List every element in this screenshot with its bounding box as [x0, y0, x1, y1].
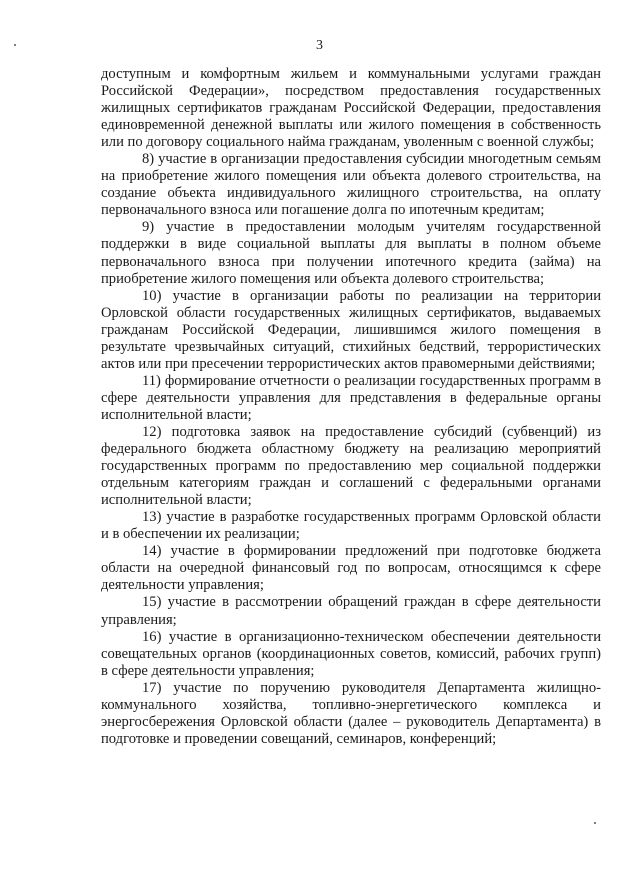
- paragraph-item-8: 8) участие в организации предоставления субсидии многодетным семьям на приобретение жилого помещения или объекта долевого строительства, на создание объекта индивидуального жилищного строительства, на оплату первоначального взноса или погашение долга по ипотечным кредитам;: [101, 151, 601, 219]
- paragraph-item-17: 17) участие по поручению руководителя Департамента жилищно-коммунального хозяйства, топливно-энергетического комплекса и энергосбережения Орловской области (далее – руководитель Департамента) в подготовке и проведении совещаний, семинаров, конференций;: [101, 679, 601, 747]
- paragraph-item-12: 12) подготовка заявок на предоставление субсидий (субвенций) из федерального бюджета областному бюджету на реализацию мероприятий государственных программ по предоставлению мер социальной поддержки отдельным категориям граждан и соглашений с федеральными органами исполнительной власти;: [101, 423, 601, 509]
- scan-speck: [594, 822, 596, 824]
- paragraph-item-11: 11) формирование отчетности о реализации государственных программ в сфере деятельности управления для представления в федеральные органы исполнительной власти;: [101, 372, 601, 423]
- paragraph-item-16: 16) участие в организационно-техническом обеспечении деятельности совещательных органов (координационных советов, комиссий, рабочих групп) в сфере деятельности управления;: [101, 628, 601, 679]
- paragraph-item-14: 14) участие в формировании предложений при подготовке бюджета области на очередной финансовый год по вопросам, относящимся к сфере деятельности управления;: [101, 543, 601, 594]
- paragraph-item-15: 15) участие в рассмотрении обращений граждан в сфере деятельности управления;: [101, 594, 601, 628]
- paragraph-item-9: 9) участие в предоставлении молодым учителям государственной поддержки в виде социальной выплаты для выплаты в полном объеме первоначального взноса при получении ипотечного кредита (займа) на приобретение жилого помещения или объекта долевого строительства;: [101, 219, 601, 287]
- scan-speck: [14, 44, 16, 46]
- paragraph-item-10: 10) участие в организации работы по реализации на территории Орловской области государственных жилищных сертификатов, выдаваемых гражданам Российской Федерации, лишившимся жилого помещения в результате чрезвычайных ситуаций, стихийных бедствий, террористических актов или при пресечении террористических актов правомерными действиями;: [101, 287, 601, 372]
- paragraph-item-13: 13) участие в разработке государственных программ Орловской области и в обеспечении их реализации;: [101, 509, 601, 543]
- document-body: [101, 66, 601, 748]
- page-number: 3: [316, 38, 323, 53]
- paragraph-continuation: доступным и комфортным жильем и коммунальными услугами граждан Российской Федерации», посредством предоставления государственных жилищных сертификатов гражданам Российской Федерации, предоставления единовременной денежной выплаты или жилого помещения в собственность или по договору социального найма гражданам, уволенным с военной службы;: [101, 66, 601, 151]
